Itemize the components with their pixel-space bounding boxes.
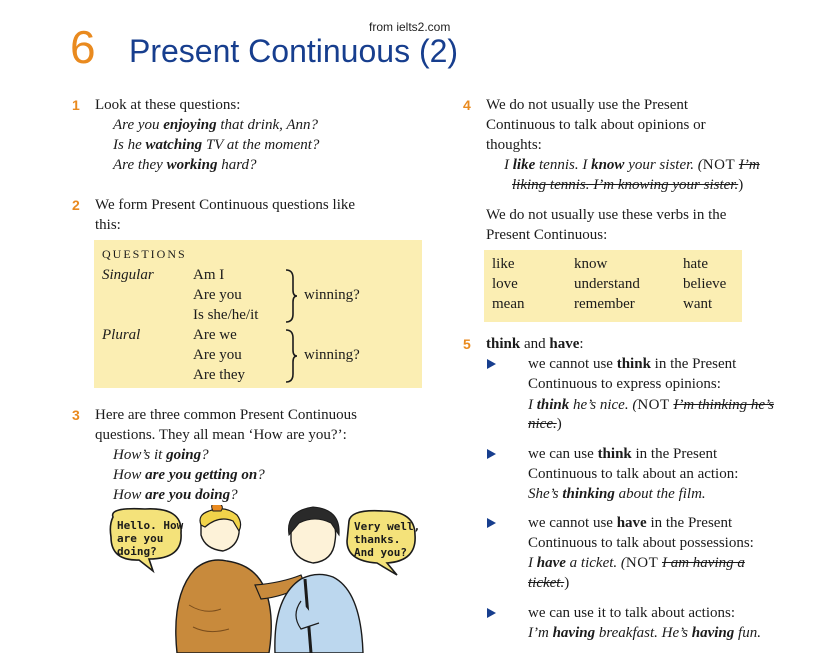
question-form: Are you bbox=[193, 287, 242, 303]
section-5-title: think and have: bbox=[486, 336, 584, 352]
section-3-text: questions. They all mean ‘How are you?’: bbox=[95, 427, 347, 443]
section-3-example: How are you doing? bbox=[113, 487, 238, 503]
bullet-arrow-icon bbox=[487, 608, 496, 618]
section-1-example: Are you enjoying that drink, Ann? bbox=[113, 117, 318, 133]
bullet-arrow-icon bbox=[487, 449, 496, 459]
bullet-1-text: we cannot use think in the Present bbox=[528, 356, 737, 372]
section-3-text: Here are three common Present Continuous bbox=[95, 407, 358, 423]
singular-label: Singular bbox=[102, 267, 154, 283]
verb-item: remember bbox=[574, 296, 635, 312]
source-credit: from ielts2.com bbox=[369, 20, 451, 34]
verb-item: understand bbox=[574, 276, 640, 292]
verb-item: believe bbox=[683, 276, 727, 292]
singular-verb: winning? bbox=[304, 287, 360, 303]
bullet-1-example: I think he’s nice. (NOT I’m thinking he’s bbox=[528, 397, 774, 413]
verb-item: know bbox=[574, 256, 608, 272]
section-4-text: thoughts: bbox=[486, 137, 542, 153]
section-4-example-cont: liking tennis. I’m knowing your sister.) bbox=[512, 177, 744, 193]
section-1-example: Are they working hard? bbox=[113, 157, 257, 173]
question-form: Am I bbox=[193, 267, 225, 283]
section-1-example: Is he watching TV at the moment? bbox=[113, 137, 320, 153]
bullet-4-example: I’m having breakfast. He’s having fun. bbox=[528, 625, 761, 641]
bullet-4-text: we can use it to talk about actions: bbox=[528, 605, 736, 621]
section-4-text: We do not usually use the Present bbox=[486, 97, 689, 113]
section-4-text: Present Continuous: bbox=[486, 227, 608, 243]
section-4-number: 4 bbox=[463, 97, 471, 113]
section-4-text: Continuous to talk about opinions or bbox=[486, 117, 706, 133]
question-form: Are we bbox=[193, 327, 237, 343]
plural-brace bbox=[284, 328, 298, 384]
verb-item: hate bbox=[683, 256, 708, 272]
section-3-example: How’s it going? bbox=[113, 447, 209, 463]
bullet-3-example-cont: ticket.) bbox=[528, 575, 570, 591]
plural-verb: winning? bbox=[304, 347, 360, 363]
verb-item: want bbox=[683, 296, 713, 312]
verb-item: love bbox=[492, 276, 518, 292]
questions-heading: QUESTIONS bbox=[102, 247, 187, 261]
unit-number: 6 bbox=[70, 21, 96, 73]
section-3-number: 3 bbox=[72, 407, 80, 423]
bullet-2-text: Continuous to talk about an action: bbox=[528, 466, 739, 482]
bullet-3-text: Continuous to talk about possessions: bbox=[528, 535, 754, 551]
section-3-example: How are you getting on? bbox=[113, 467, 265, 483]
speech-bubble-left-text: Hello. How are you doing? bbox=[117, 519, 184, 558]
questions-table bbox=[94, 240, 422, 388]
bullet-1-text: Continuous to express opinions: bbox=[528, 376, 721, 392]
bullet-3-text: we cannot use have in the Present bbox=[528, 515, 733, 531]
section-4-text: We do not usually use these verbs in the bbox=[486, 207, 727, 223]
bullet-3-example: I have a ticket. (NOT I am having a bbox=[528, 555, 745, 571]
section-2-text: We form Present Continuous questions like bbox=[95, 197, 356, 213]
section-1-intro: Look at these questions: bbox=[95, 97, 241, 113]
singular-brace bbox=[284, 268, 298, 324]
plural-label: Plural bbox=[102, 327, 141, 343]
section-2-text: this: bbox=[95, 217, 121, 233]
section-1-number: 1 bbox=[72, 97, 80, 113]
bullet-arrow-icon bbox=[487, 359, 496, 369]
section-2-number: 2 bbox=[72, 197, 80, 213]
bullet-1-example-cont: nice.) bbox=[528, 416, 562, 432]
question-form: Are you bbox=[193, 347, 242, 363]
page-title: Present Continuous (2) bbox=[129, 33, 459, 69]
bullet-arrow-icon bbox=[487, 518, 496, 528]
question-form: Are they bbox=[193, 367, 246, 383]
question-form: Is she/he/it bbox=[193, 307, 259, 323]
verbs-box bbox=[484, 250, 742, 322]
bullet-2-example: She’s thinking about the film. bbox=[528, 486, 706, 502]
speech-bubble-right-text: Very well, thanks. And you? bbox=[354, 520, 421, 559]
section-4-example: I like tennis. I know your sister. (NOT I’m bbox=[504, 157, 760, 173]
section-5-number: 5 bbox=[463, 336, 471, 352]
verb-item: mean bbox=[492, 296, 525, 312]
bullet-2-text: we can use think in the Present bbox=[528, 446, 718, 462]
verb-item: like bbox=[492, 256, 515, 272]
